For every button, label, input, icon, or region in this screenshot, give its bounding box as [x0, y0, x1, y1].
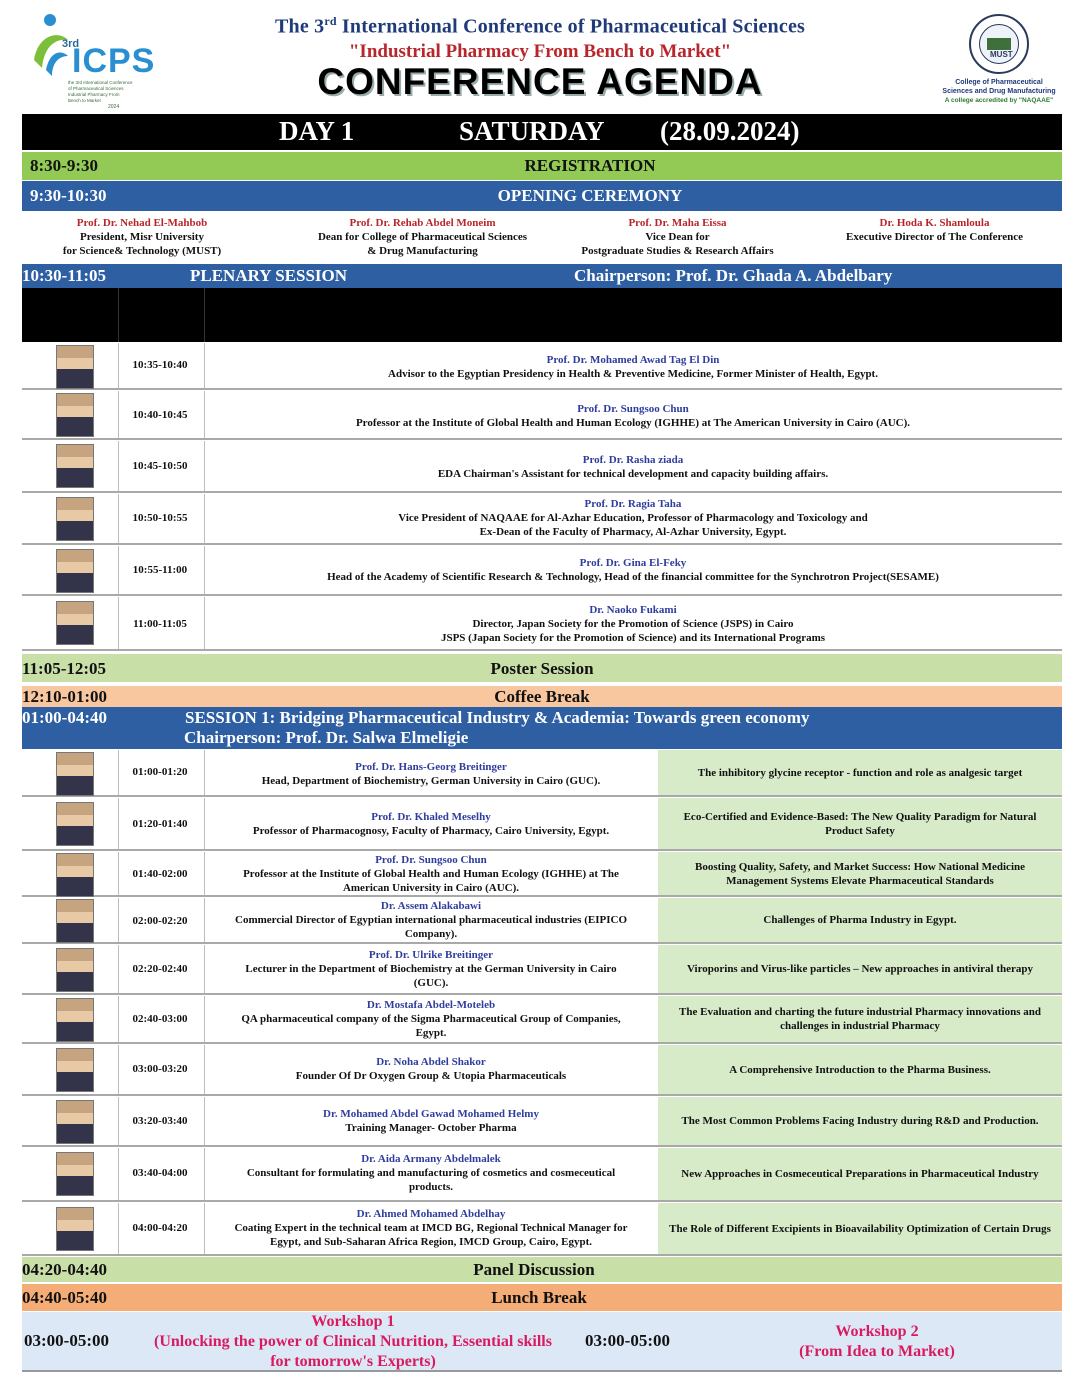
session1-chair: Chairperson: Prof. Dr. Salwa Elmeligie	[184, 728, 469, 747]
speaker-name: Prof. Dr. Rasha ziada	[582, 454, 684, 466]
coffee-time: 12:10-01:00	[22, 687, 107, 706]
day-label: DAY 1	[279, 116, 355, 146]
opening-speaker-role: Dean for College of Pharmaceutical Sciences	[317, 231, 528, 243]
opening-speaker-role: Postgraduate Studies & Research Affairs	[581, 245, 774, 257]
poster-row	[22, 654, 1062, 682]
workshops-row	[22, 1312, 1062, 1372]
talk-speaker	[204, 853, 658, 895]
talk-speaker	[204, 402, 1062, 430]
conference-title-sup: rd	[324, 14, 337, 28]
logo-line: Bench to Market	[68, 98, 101, 103]
talk-speaker	[204, 556, 1062, 584]
speaker-name: Dr. Assem Alakabawi	[380, 900, 482, 912]
talk-time: 11:00-11:05	[133, 618, 187, 630]
plenary-talk	[22, 494, 1062, 545]
day-weekday: SATURDAY	[459, 116, 605, 146]
session-talk	[22, 1097, 1062, 1147]
speaker-affiliation: Consultant for formulating and manufacturing of cosmetics and cosmeceutical	[246, 1167, 616, 1179]
session-talk	[22, 1148, 1062, 1202]
speaker-affiliation: JSPS (Japan Society for the Promotion of Science) and its International Programs	[440, 632, 826, 644]
workshop-time: 03:00-05:00	[24, 1331, 109, 1350]
talk-topic: New Approaches in Cosmeceutical Preparations in Pharmaceutical Industry	[658, 1148, 1062, 1200]
college-logo	[940, 14, 1058, 110]
speaker-affiliation: (GUC).	[413, 977, 449, 989]
plenary-talk	[22, 441, 1062, 493]
talk-time: 02:20-02:40	[132, 963, 188, 975]
talk-time: 03:40-04:00	[132, 1167, 188, 1179]
speaker-affiliation: Professor at the Institute of Global Health and Human Ecology (IGHHE) at The	[243, 868, 619, 880]
speaker-affiliation: Founder Of Dr Oxygen Group & Utopia Pharmaceuticals	[295, 1070, 567, 1082]
opening-time: 9:30-10:30	[30, 186, 107, 205]
speaker-name: Prof. Dr. Gina El-Feky	[579, 557, 687, 569]
coffee-row	[22, 686, 1062, 707]
talk-speaker	[204, 1207, 658, 1249]
talk-time: 01:20-01:40	[132, 818, 188, 830]
speaker-affiliation: American University in Cairo (AUC).	[342, 882, 520, 894]
speaker-photo	[56, 549, 94, 593]
plenary-header-band	[22, 288, 1062, 342]
plenary-row	[22, 264, 1062, 288]
opening-label: OPENING CEREMONY	[497, 186, 683, 205]
header	[0, 0, 1080, 112]
registration-row	[22, 152, 1062, 180]
talk-speaker	[204, 1152, 658, 1194]
registration-label: REGISTRATION	[524, 156, 656, 175]
speaker-affiliation: Professor of Pharmacognosy, Faculty of Pharmacy, Cairo University, Egypt.	[252, 825, 610, 837]
speaker-photo	[56, 601, 94, 645]
logo-line: Industrial Pharmacy From	[68, 92, 120, 97]
talk-speaker	[204, 453, 1062, 481]
speaker-photo	[56, 1207, 94, 1251]
lunch-time: 04:40-05:40	[22, 1288, 107, 1307]
talk-time: 10:50-10:55	[132, 512, 188, 524]
speaker-affiliation: EDA Chairman's Assistant for technical development and capacity building affairs.	[437, 468, 829, 480]
talk-speaker	[204, 1055, 658, 1083]
logo-acronym: ICPS	[72, 42, 156, 80]
logo-ordinal: 3rd	[62, 38, 80, 50]
talk-speaker	[204, 353, 1062, 381]
logo-line: the 3rd International Conference	[68, 80, 133, 85]
talk-time: 03:20-03:40	[132, 1115, 188, 1127]
speaker-photo	[56, 853, 94, 897]
conference-title-post: International Conference of Pharmaceutical Sciences	[336, 15, 806, 38]
opening-speaker-name: Prof. Dr. Nehad El-Mahbob	[76, 217, 208, 229]
icps-logo	[24, 8, 172, 108]
plenary-time: 10:30-11:05	[22, 266, 107, 285]
lunch-row	[22, 1284, 1062, 1311]
speaker-affiliation: Lecturer in the Department of Biochemistry at the German University in Cairo	[245, 963, 617, 975]
session-talk	[22, 1203, 1062, 1256]
speaker-affiliation: Vice President of NAQAAE for Al-Azhar Education, Professor of Pharmacology and Toxicology and	[398, 512, 868, 524]
talk-time: 10:35-10:40	[132, 359, 188, 371]
talk-topic: Viroporins and Virus-like particles – New approaches in antiviral therapy	[658, 945, 1062, 993]
workshop-time: 03:00-05:00	[585, 1331, 670, 1350]
speaker-affiliation: Training Manager- October Pharma	[345, 1122, 517, 1134]
talk-time: 10:40-10:45	[132, 409, 188, 421]
logo-line: of Pharmaceutical Sciences	[68, 86, 124, 91]
speaker-photo	[56, 948, 94, 992]
panel-time: 04:20-04:40	[22, 1260, 107, 1279]
session-talk	[22, 750, 1062, 797]
talk-speaker	[204, 948, 658, 990]
speaker-affiliation: Egypt.	[415, 1027, 447, 1039]
session1-title: SESSION 1: Bridging Pharmaceutical Industry & Academia: Towards green economy	[185, 708, 810, 727]
workshop-title-line: (From Idea to Market)	[799, 1343, 955, 1360]
talk-topic: The Role of Different Excipients in Bioavailability Optimization of Certain Drugs	[658, 1203, 1062, 1254]
workshop-1-title	[125, 1312, 581, 1372]
opening-speaker	[812, 216, 1057, 244]
workshop-2-title	[762, 1322, 992, 1362]
plenary-label: PLENARY SESSION	[190, 266, 348, 285]
speaker-photo	[56, 345, 94, 389]
talk-time: 04:00-04:20	[132, 1222, 188, 1234]
talk-topic: Boosting Quality, Safety, and Market Success: How National Medicine Management Systems Elevate Pharmaceutical Standards	[658, 852, 1062, 895]
speaker-affiliation: Commercial Director of Egyptian international pharmaceutical industries (EIPICO	[235, 914, 627, 926]
session-talk	[22, 1045, 1062, 1096]
college-name-line: College of Pharmaceutical	[955, 79, 1043, 86]
panel-row	[22, 1257, 1062, 1282]
speaker-affiliation: Coating Expert in the technical team at IMCD BG, Regional Technical Manager for	[234, 1222, 628, 1234]
speaker-name: Dr. Noha Abdel Shakor	[376, 1056, 486, 1068]
seal-text: MUST	[990, 50, 1013, 59]
talk-time: 10:55-11:00	[132, 564, 188, 576]
speaker-affiliation: Ex-Dean of the Faculty of Pharmacy, Al-Azhar University, Egypt.	[479, 526, 787, 538]
conference-title-pre: The 3	[274, 15, 325, 38]
session-talk	[22, 798, 1062, 851]
speaker-affiliation: Egypt, and Sub-Saharan Africa Region, IMCD Group, Cairo, Egypt.	[269, 1236, 592, 1248]
session-talk	[22, 996, 1062, 1044]
speaker-affiliation: Advisor to the Egyptian Presidency in Health & Preventive Medicine, Former Minister of Health, Egypt.	[388, 368, 878, 380]
talk-time: 02:00-02:20	[132, 915, 188, 927]
talk-speaker	[204, 998, 658, 1040]
speaker-affiliation: Professor at the Institute of Global Health and Human Ecology (IGHHE) at The American University in Cairo (AUC).	[355, 417, 911, 429]
talk-topic: The Most Common Problems Facing Industry during R&D and Production.	[658, 1097, 1062, 1145]
coffee-label: Coffee Break	[494, 687, 590, 706]
session1-time: 01:00-04:40	[22, 708, 107, 727]
speaker-name: Prof. Dr. Khaled Meselhy	[371, 811, 491, 823]
talk-topic: The Evaluation and charting the future industrial Pharmacy innovations and challenges in industrial Pharmacy	[658, 996, 1062, 1042]
opening-speaker-role: Vice Dean for	[645, 231, 710, 243]
workshop-title-line: for tomorrow's Experts)	[270, 1353, 436, 1370]
talk-speaker	[204, 760, 658, 788]
speaker-name: Dr. Ahmed Mohamed Abdelhay	[356, 1208, 506, 1220]
speaker-photo	[56, 1152, 94, 1196]
speaker-name: Prof. Dr. Ragia Taha	[584, 498, 682, 510]
speaker-name: Dr. Aida Armany Abdelmalek	[361, 1153, 501, 1165]
speaker-photo	[56, 1100, 94, 1144]
opening-speaker-role: & Drug Manufacturing	[367, 245, 478, 257]
workshop-title-line: Workshop 2	[835, 1323, 919, 1340]
session-talk	[22, 898, 1062, 944]
speaker-photo	[56, 998, 94, 1042]
talk-topic: The inhibitory glycine receptor - function and role as analgesic target	[658, 750, 1062, 795]
logo-year: 2024	[108, 104, 120, 110]
speaker-photo	[56, 752, 94, 796]
plenary-talk	[22, 546, 1062, 596]
poster-time: 11:05-12:05	[22, 659, 107, 678]
workshop-title-line: Workshop 1	[311, 1313, 395, 1330]
speaker-affiliation: QA pharmaceutical company of the Sigma Pharmaceutical Group of Companies,	[241, 1013, 621, 1025]
plenary-talk	[22, 597, 1062, 651]
speaker-name: Prof. Dr. Sungsoo Chun	[577, 403, 689, 415]
day-date: (28.09.2024)	[660, 116, 800, 146]
speaker-affiliation: Head, Department of Biochemistry, German University in Cairo (GUC).	[261, 775, 601, 787]
speaker-affiliation: Director, Japan Society for the Promotion of Science (JSPS) in Cairo	[472, 618, 794, 630]
speaker-affiliation: Company).	[404, 928, 458, 940]
plenary-talk	[22, 343, 1062, 390]
talk-speaker	[204, 1107, 658, 1135]
speaker-photo	[56, 899, 94, 943]
talk-speaker	[204, 810, 658, 838]
speaker-photo	[56, 1048, 94, 1092]
speaker-name: Prof. Dr. Ulrike Breitinger	[368, 949, 494, 961]
college-name-line: Sciences and Drug Manufacturing	[942, 88, 1056, 95]
panel-label: Panel Discussion	[473, 1260, 595, 1279]
opening-speaker-name: Prof. Dr. Rehab Abdel Moneim	[349, 217, 496, 229]
speaker-name: Dr. Mohamed Abdel Gawad Mohamed Helmy	[323, 1108, 539, 1120]
talk-topic: Eco-Certified and Evidence-Based: The New Quality Paradigm for Natural Product Safety	[658, 798, 1062, 849]
accreditation-line: A college accredited by "NAQAAE"	[944, 97, 1054, 104]
speaker-photo	[56, 802, 94, 846]
plenary-talk	[22, 391, 1062, 440]
talk-time: 01:40-02:00	[132, 868, 188, 880]
opening-speaker	[555, 216, 800, 258]
speaker-photo	[56, 444, 94, 488]
talk-time: 02:40-03:00	[132, 1013, 188, 1025]
opening-speaker	[290, 216, 555, 258]
speaker-affiliation: products.	[408, 1181, 454, 1193]
day-bar	[22, 114, 1062, 150]
talk-time: 03:00-03:20	[132, 1063, 188, 1075]
opening-row	[22, 181, 1062, 211]
talk-topic: A Comprehensive Introduction to the Pharma Business.	[658, 1045, 1062, 1094]
agenda-title: CONFERENCE AGENDA	[317, 60, 763, 102]
plenary-chair: Chairperson: Prof. Dr. Ghada A. Abdelbary	[574, 266, 893, 285]
conference-title	[190, 14, 890, 39]
speaker-name: Prof. Dr. Sungsoo Chun	[375, 854, 487, 866]
speaker-affiliation: Head of the Academy of Scientific Research & Technology, Head of the financial committee for the Synchrotron Project(SESAME)	[327, 571, 939, 583]
session-talk	[22, 945, 1062, 995]
talk-time: 10:45-10:50	[132, 460, 188, 472]
opening-speaker-name: Prof. Dr. Maha Eissa	[628, 217, 727, 229]
talk-time: 01:00-01:20	[132, 766, 188, 778]
speaker-name: Prof. Dr. Hans-Georg Breitinger	[355, 761, 507, 773]
lunch-label: Lunch Break	[491, 1288, 587, 1307]
speaker-name: Dr. Naoko Fukami	[589, 604, 677, 616]
university-seal-icon	[969, 14, 1029, 74]
opening-speaker-name: Dr. Hoda K. Shamloula	[879, 217, 990, 229]
registration-time: 8:30-9:30	[30, 156, 98, 175]
speaker-name: Prof. Dr. Mohamed Awad Tag El Din	[546, 354, 720, 366]
talk-topic: Challenges of Pharma Industry in Egypt.	[658, 898, 1062, 942]
talk-speaker	[204, 497, 1062, 539]
conference-theme: "Industrial Pharmacy From Bench to Market"	[348, 40, 732, 62]
talk-speaker	[204, 899, 658, 941]
poster-label: Poster Session	[490, 659, 594, 678]
speaker-photo	[56, 497, 94, 541]
talk-speaker	[204, 603, 1062, 645]
opening-speaker-role: Executive Director of The Conference	[846, 231, 1023, 243]
title-block	[190, 14, 890, 103]
opening-speaker	[42, 216, 242, 258]
session1-row	[22, 707, 1062, 749]
speaker-name: Dr. Mostafa Abdel-Moteleb	[366, 999, 496, 1011]
opening-speaker-role: President, Misr University	[80, 231, 204, 243]
workshop-title-line: (Unlocking the power of Clinical Nutrition, Essential skills	[154, 1333, 552, 1350]
session-talk	[22, 852, 1062, 897]
speaker-photo	[56, 393, 94, 437]
opening-speaker-role: for Science& Technology (MUST)	[62, 245, 222, 257]
